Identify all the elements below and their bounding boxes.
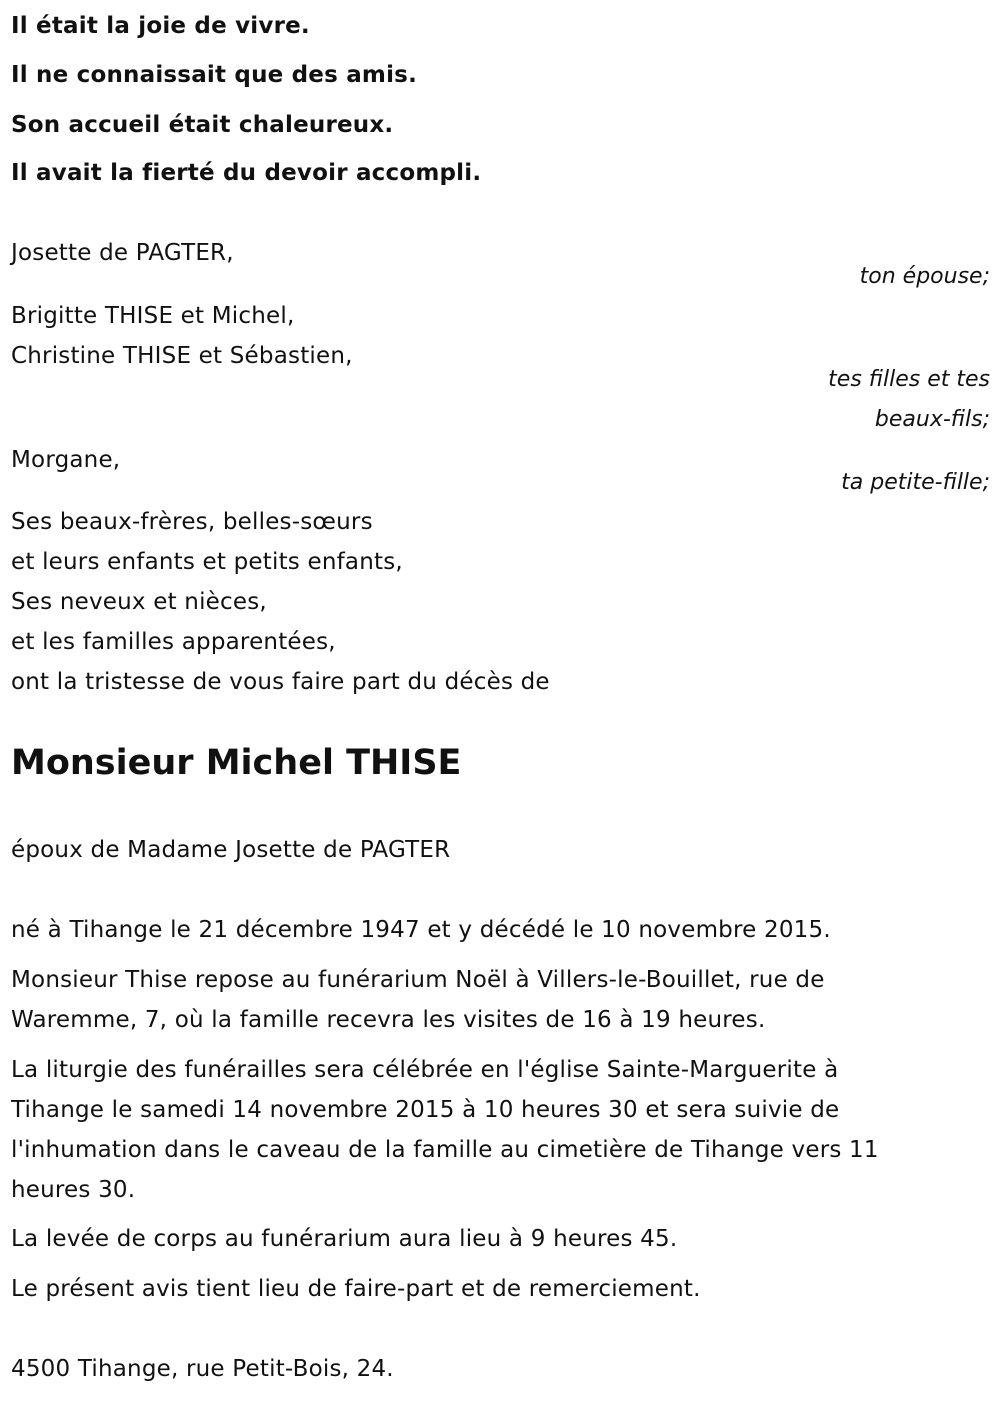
detail-line: La liturgie des funérailles sera célébrée en l'église Sainte-Marguerite à	[11, 1057, 839, 1083]
detail-line: né à Tihange le 21 décembre 1947 et y décédé le 10 novembre 2015.	[11, 917, 831, 943]
daughter-line: Christine THISE et Sébastien,	[11, 343, 353, 369]
daughters-relation: tes filles et tes	[828, 367, 990, 392]
deceased-name: Monsieur Michel THISE	[11, 743, 462, 783]
detail-line: heures 30.	[11, 1177, 136, 1203]
spouse-name: Josette de PAGTER,	[11, 240, 234, 266]
relatives-line: ont la tristesse de vous faire part du décès de	[11, 669, 550, 695]
detail-line: Le présent avis tient lieu de faire-part et de remerciement.	[11, 1276, 701, 1302]
granddaughter-relation: ta petite-fille;	[841, 470, 990, 495]
detail-line: Monsieur Thise repose au funérarium Noël à Villers-le-Bouillet, rue de	[11, 967, 825, 993]
poem-line: Son accueil était chaleureux.	[11, 112, 394, 138]
relatives-line: et leurs enfants et petits enfants,	[11, 549, 403, 575]
relatives-line: Ses neveux et nièces,	[11, 589, 267, 615]
spouse-relation: ton épouse;	[859, 264, 990, 289]
detail-line: Waremme, 7, où la famille recevra les visites de 16 à 19 heures.	[11, 1007, 766, 1033]
poem-line: Il avait la fierté du devoir accompli.	[11, 160, 482, 186]
poem-line: Il ne connaissait que des amis.	[11, 62, 418, 88]
granddaughter-name: Morgane,	[11, 447, 121, 473]
relatives-line: Ses beaux-frères, belles-sœurs	[11, 509, 373, 535]
address: 4500 Tihange, rue Petit-Bois, 24.	[11, 1356, 394, 1382]
deceased-spouse-line: époux de Madame Josette de PAGTER	[11, 837, 451, 863]
detail-line: La levée de corps au funérarium aura lieu à 9 heures 45.	[11, 1226, 678, 1252]
detail-line: Tihange le samedi 14 novembre 2015 à 10 heures 30 et sera suivie de	[11, 1097, 840, 1123]
daughter-line: Brigitte THISE et Michel,	[11, 303, 295, 329]
poem-line: Il était la joie de vivre.	[11, 13, 310, 39]
detail-line: l'inhumation dans le caveau de la famille au cimetière de Tihange vers 11	[11, 1137, 879, 1163]
relatives-line: et les familles apparentées,	[11, 629, 336, 655]
daughters-relation: beaux-fils;	[874, 407, 990, 432]
